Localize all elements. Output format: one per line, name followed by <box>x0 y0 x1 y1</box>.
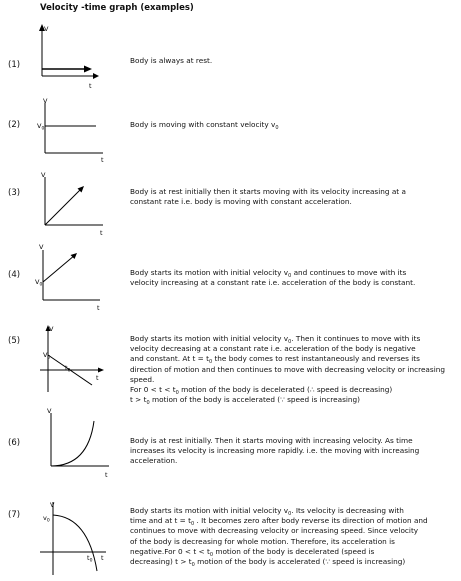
example-2-number: (2) <box>8 120 21 130</box>
example-2-description: Body is moving with constant velocity $v_0$ <box>130 120 279 131</box>
svg-text:V: V <box>49 325 54 333</box>
example-7-description: Body starts its motion with initial velocity $v_0$. Its velocity is decreasing with time and at $t = t_0$ . It becomes zero after body reverse its direction of motion and continues to move with decreasing velocity or increasing speed. Since velocity of the body is decreasing for whole motion. Therefore, its acceleration is negative.For $0 < t < t_0$ motion of the body is decelerated (speed is decreasing) $t > t_0$ motion of the body is accelerated (∵ speed is increasing) <box>130 506 428 569</box>
example-6-description: Body is at rest initially. Then it starts moving with increasing velocity. As time increases its velocity is increasing more rapidly. i.e. the moving with increasing acceleration. <box>130 436 420 466</box>
page-title: Velocity -time graph (examples) <box>40 3 194 13</box>
example-4-description: Body starts its motion with initial velocity $v_0$ and continues to move with its velocity increasing at a constant rate i.e. acceleration of the body is constant. <box>130 268 416 288</box>
svg-text:V: V <box>50 501 55 509</box>
svg-text:t: t <box>97 304 100 312</box>
svg-text:t: t <box>105 471 108 479</box>
svg-text:t: t <box>101 554 104 562</box>
example-5-description: Body starts its motion with initial velocity $v_0$. Then it continues to move with its velocity decreasing at a constant rate i.e. acceleration of the body is negative and constant. At $t = t_0$ the body comes to rest instantaneously and reverses its direction of motion and then continues to move with decreasing velocity or increasing speed. For $0 < t < t_0$ motion of the body is decelerated (∴ speed is decreasing) $t > t_0$ motion of the body is accelerated (∵ speed is increasing) <box>130 334 445 407</box>
svg-text:t0: $t_0$ <box>87 554 93 564</box>
svg-text:t: t <box>96 374 99 382</box>
example-7-number: (7) <box>8 510 21 520</box>
svg-text:t: t <box>100 229 103 237</box>
example-6-number: (6) <box>8 438 21 448</box>
example-4-number: (4) <box>8 270 21 280</box>
svg-text:v0: $v_0$ <box>43 514 50 524</box>
svg-text:V0: $V_0$ <box>37 122 45 132</box>
svg-text:V0: $V_0$ <box>35 278 43 288</box>
example-3-number: (3) <box>8 188 21 198</box>
svg-text:t: t <box>101 156 104 164</box>
example-3-description: Body is at rest initially then it starts moving with its velocity increasing at a constant rate i.e. body is moving with constant acceleration. <box>130 187 406 207</box>
svg-text:V: V <box>39 243 44 251</box>
axis-label-v: V <box>44 25 49 33</box>
svg-text:V: V <box>47 407 52 415</box>
svg-text:V: V <box>43 97 48 105</box>
svg-text:t0: $t_0$ <box>65 364 71 374</box>
example-1-description: Body is always at rest. <box>130 56 213 65</box>
example-1-number: (1) <box>8 60 21 70</box>
svg-text:V0: $V_0$ <box>43 351 51 361</box>
example-5-number: (5) <box>8 336 21 346</box>
axis-label-t: t <box>89 82 92 90</box>
svg-text:V: V <box>41 171 46 179</box>
